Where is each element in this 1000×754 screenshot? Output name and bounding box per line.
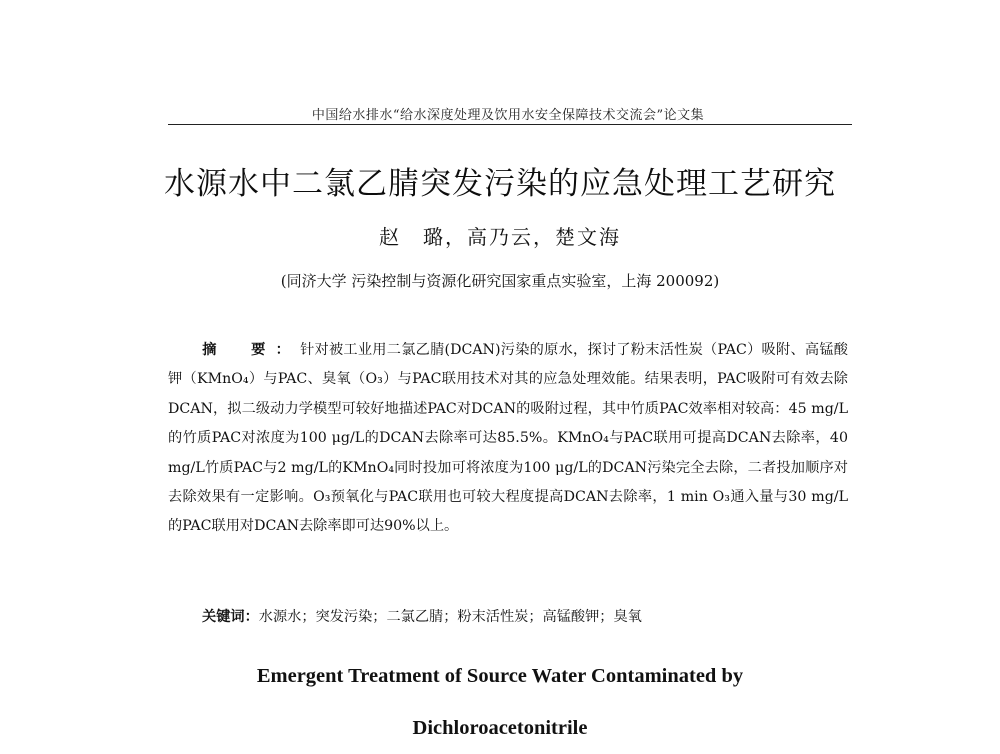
keywords (202, 606, 848, 626)
affiliation: (同济大学 污染控制与资源化研究国家重点实验室，上海 200092) (280, 272, 720, 290)
paper-title-zh: 水源水中二氯乙腈突发污染的应急处理工艺研究 (164, 166, 836, 202)
abstract-label: 摘 要： (202, 342, 301, 358)
abstract (168, 336, 848, 542)
header-rule (168, 124, 852, 125)
abstract-text: 针对被工业用二氯乙腈(DCAN)污染的原水，探讨了粉末活性炭（PAC）吸附、高锰酸钾（KMnO₄）与PAC、臭氧（O₃）与PAC联用技术对其的应急处理效能。结果表明，PAC吸附可有效去除DCAN，拟二级动力学模型可较好地描述PAC对DCAN的吸附过程，其中竹质PAC效率相对较高：45 mg/L的竹质PAC对浓度为100 μg/L的DCAN去除率可达85.5%。KMnO₄与PAC联用可提高DCAN去除率，40 mg/L竹质PAC与2 mg/L的KMnO₄同时投加可将浓度为100 μg/L的DCAN污染完全去除，二者投加顺序对去除效果有一定影响。O₃预氧化与PAC联用也可较大程度提高DCAN去除率，1 min O₃通入量与30 mg/L的PAC联用对DCAN去除率即可达90%以上。 (168, 342, 848, 535)
paper-title-en-text: Emergent Treatment of Source Water Contaminated by Dichloroacetonitrile (256, 665, 744, 739)
running-header: 中国给水排水“给水深度处理及饮用水安全保障技术交流会”论文集 (311, 108, 705, 123)
keywords-label: 关键词： (202, 609, 259, 625)
authors: 赵 璐，高乃云，楚文海 (379, 225, 621, 249)
keywords-text: 水源水；突发污染；二氯乙腈；粉末活性炭；高锰酸钾；臭氧 (258, 609, 642, 625)
paper-title-en (0, 650, 1000, 754)
